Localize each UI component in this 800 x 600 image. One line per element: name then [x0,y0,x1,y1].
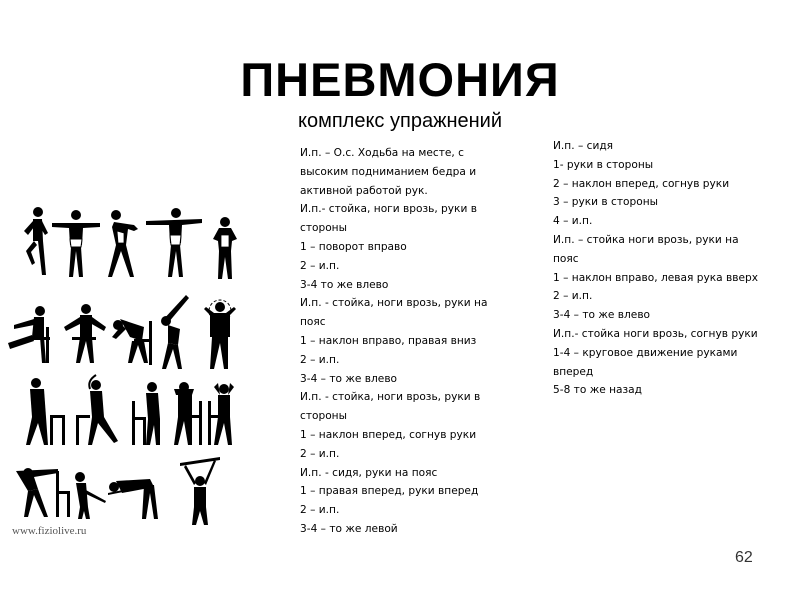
exercise-line: 2 – и.п. [300,259,340,272]
figure-hands-on-waist [210,217,240,281]
exercise-line: 3-4 – то же влево [553,309,651,322]
exercise-line: 1 – правая вперед, руки вперед [300,485,479,498]
figure-chair-support [130,381,170,447]
exercise-line: 2 – и.п. [300,504,340,517]
exercise-line: 1 – наклон вперед, согнув руки [300,428,477,441]
exercise-line: И.п.- стойка, ноги врозь, руки в стороны [300,203,477,235]
slide-subtitle [0,110,800,133]
exercise-illustrations [0,195,275,525]
figure-stick-lean [72,471,108,521]
figure-seated-forward-bend [108,311,154,365]
figure-arms-sides-2 [146,207,204,279]
slide-title: ПНЕВМОНИЯ [240,53,560,106]
figure-seated-leg-raise [6,305,58,365]
figure-standing-chair-1 [22,377,66,447]
exercise-line: 3-4 – то же влево [300,372,398,385]
figure-twist [104,209,142,279]
exercise-line: 1-4 – круговое движение руками вперед [553,346,738,378]
figure-forward-bend-stick [108,471,166,521]
exercise-line: И.п. - сидя, руки на пояс [300,466,438,479]
exercise-line: И.п.- стойка ноги врозь, согнув руки [553,327,758,340]
exercise-line: 1 – поворот вправо [300,240,407,253]
figure-seated-hands-head [206,381,242,447]
exercise-line: И.п. – сидя [553,140,614,152]
watermark: www.fiziolive.ru [12,525,87,537]
exercise-line: И.п. – О.с. Ходьба на месте, с высоким подниманием бедра и активной работой рук. [300,147,477,197]
exercise-line: 3-4 – то же левой [300,522,398,535]
figure-stick-overhead [178,457,222,527]
exercise-line: 3 – руки в стороны [553,196,659,209]
page-number: 62 [735,549,753,566]
figure-arms-sides-1 [50,209,102,279]
figure-marching [18,205,52,277]
figure-seated-arms-out [62,303,108,365]
exercise-line: И.п. - стойка, ноги врозь, руки на пояс [300,297,488,329]
exercise-line: 2 – наклон вперед, согнув руки [553,177,730,190]
exercise-line: 2 – и.п. [300,353,340,366]
subtitle-text: комплекс упражнений [297,110,502,132]
exercise-line: 1- руки в стороны [553,158,654,171]
figure-seated-hands-behind [168,381,204,447]
exercise-line: 2 – и.п. [300,447,340,460]
exercise-line: 2 – и.п. [553,290,593,303]
figure-lunge-chair [14,463,74,519]
exercise-list-left [300,144,515,539]
figure-arm-raise-chair [74,371,122,447]
exercise-line: 1 – наклон вправо, левая рука вверх [553,271,758,284]
exercise-line: И.п. – стойка ноги врозь, руки на пояс [553,233,739,265]
exercise-line: 3-4 то же влево [300,278,389,291]
exercise-line: 4 – и.п. [553,215,593,228]
exercise-line: 5-8 то же назад [553,384,642,397]
exercise-line: И.п. - стойка, ноги врозь, руки в стороны [300,391,481,423]
figure-side-bend [156,293,192,371]
exercise-list-right [553,137,793,400]
figure-circular-arms [196,299,244,371]
exercise-line: 1 – наклон вправо, правая вниз [300,334,477,347]
